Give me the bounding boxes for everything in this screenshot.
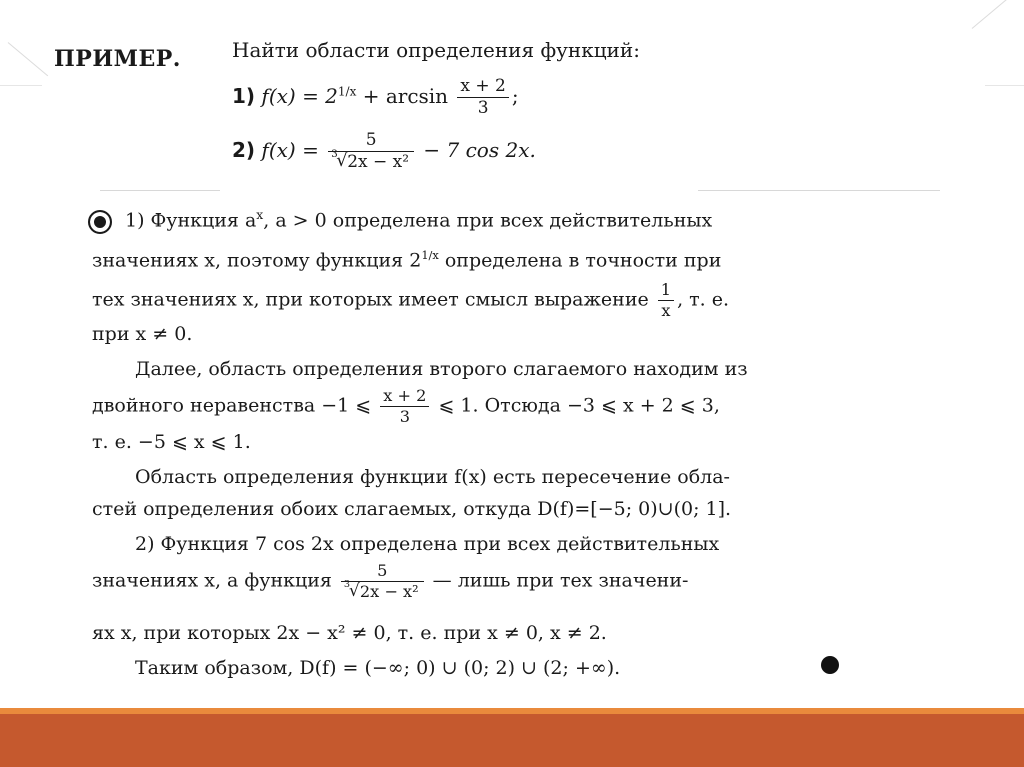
solution-line-3 <box>92 282 729 319</box>
solution-line-1-rest: , a > 0 определена при всех действительных <box>263 209 713 232</box>
task-1-arcsin: + arcsin <box>356 84 455 108</box>
frame-rule-right-top <box>985 85 1024 86</box>
solution-line-6 <box>92 388 720 425</box>
solution-line-3-den: x <box>661 301 671 321</box>
task-2-root-index: 3 <box>331 149 338 160</box>
task-1-tail: ; <box>511 84 519 108</box>
solution-line-2-sup: 1/x <box>421 248 439 262</box>
solution-end-bullet-icon <box>821 656 839 674</box>
solution-line-6-b: ⩽ 1. Отсюда −3 ⩽ x + 2 ⩽ 3, <box>432 394 720 417</box>
solution-line-6-a: двойного неравенства −1 ⩽ <box>92 394 378 417</box>
task-1-lhs: f(x) = 2 <box>261 84 338 108</box>
solution-line-8: Область определения функции f(x) есть пересечение обла- <box>135 466 730 488</box>
solution-line-11 <box>92 563 688 600</box>
solution-line-5: Далее, область определения второго слагаемого находим из <box>135 358 748 380</box>
solution-line-13: Таким образом, D(f) = (−∞; 0) ∪ (0; 2) ∪ (2; +∞). <box>135 657 621 679</box>
solution-line-3-num: 1 <box>658 282 674 301</box>
example-label: ПРИМЕР. <box>54 46 181 72</box>
corner-decoration-right <box>972 0 1009 29</box>
task-function-2 <box>232 132 536 171</box>
solution-line-3-b: , т. е. <box>677 288 730 311</box>
solution-line-7: т. е. −5 ⩽ x ⩽ 1. <box>92 431 251 453</box>
solution-line-2-b: определена в точности при <box>438 249 722 272</box>
frame-rule-left-top <box>0 85 42 86</box>
task-2-fraction <box>328 132 414 171</box>
solution-line-6-num: x + 2 <box>380 388 429 407</box>
solution-line-3-fraction <box>658 282 674 319</box>
task-title: Найти области определения функций: <box>232 38 640 62</box>
task-2-fraction-den <box>328 149 414 172</box>
solution-line-1-sup: x <box>256 208 264 222</box>
task-1-number: 1) <box>232 84 256 108</box>
solution-line-11-root-index: 3 <box>343 579 351 591</box>
solution-line-1 <box>125 208 712 231</box>
solution-line-6-den: 3 <box>399 407 410 427</box>
task-1-fraction-den: 3 <box>477 98 489 118</box>
solution-line-10: 2) Функция 7 cos 2x определена при всех действительных <box>135 533 720 555</box>
solution-line-1-text: 1) Функция a <box>125 209 257 232</box>
solution-line-3-a: тех значениях x, при которых имеет смысл выражение <box>92 288 655 311</box>
solution-line-12: ях x, при которых 2x − x² ≠ 0, т. е. при x ≠ 0, x ≠ 2. <box>92 622 607 644</box>
task-1-exponent: 1/x <box>337 84 357 99</box>
root-sign-icon: √ <box>348 580 360 601</box>
corner-decoration-left <box>8 42 48 76</box>
solution-start-bullet-icon <box>88 210 112 234</box>
task-1-fraction-num: x + 2 <box>457 78 508 98</box>
solution-line-9: стей определения обоих слагаемых, откуда D(f)=[−5; 0)∪(0; 1]. <box>92 498 732 520</box>
task-2-tail: − 7 cos 2x. <box>417 138 536 162</box>
solution-line-2-a: значениях x, поэтому функция 2 <box>92 249 422 272</box>
task-2-lhs: f(x) = <box>261 138 326 162</box>
solution-line-11-den <box>341 579 424 602</box>
task-2-root <box>331 149 411 172</box>
solution-line-2 <box>92 248 721 271</box>
solution-line-11-root-body: 2x − x² <box>359 582 419 602</box>
frame-rule-left-mid <box>100 190 220 191</box>
solution-line-11-b: — лишь при тех значени- <box>426 569 689 592</box>
task-2-fraction-num: 5 <box>328 132 414 152</box>
task-2-root-body: 2x − x² <box>347 152 410 172</box>
solution-line-4: при x ≠ 0. <box>92 323 193 345</box>
task-2-number: 2) <box>232 138 256 162</box>
task-function-1 <box>232 78 519 117</box>
solution-line-11-num: 5 <box>341 563 424 582</box>
frame-rule-right-mid <box>698 190 940 191</box>
solution-line-11-a: значениях x, а функция <box>92 569 338 592</box>
task-1-fraction <box>457 78 508 117</box>
solution-line-11-fraction <box>341 563 424 600</box>
footer-band <box>0 708 1024 767</box>
solution-line-6-fraction <box>380 388 429 425</box>
solution-line-11-root <box>343 579 421 602</box>
root-sign-icon: √ <box>336 150 348 171</box>
